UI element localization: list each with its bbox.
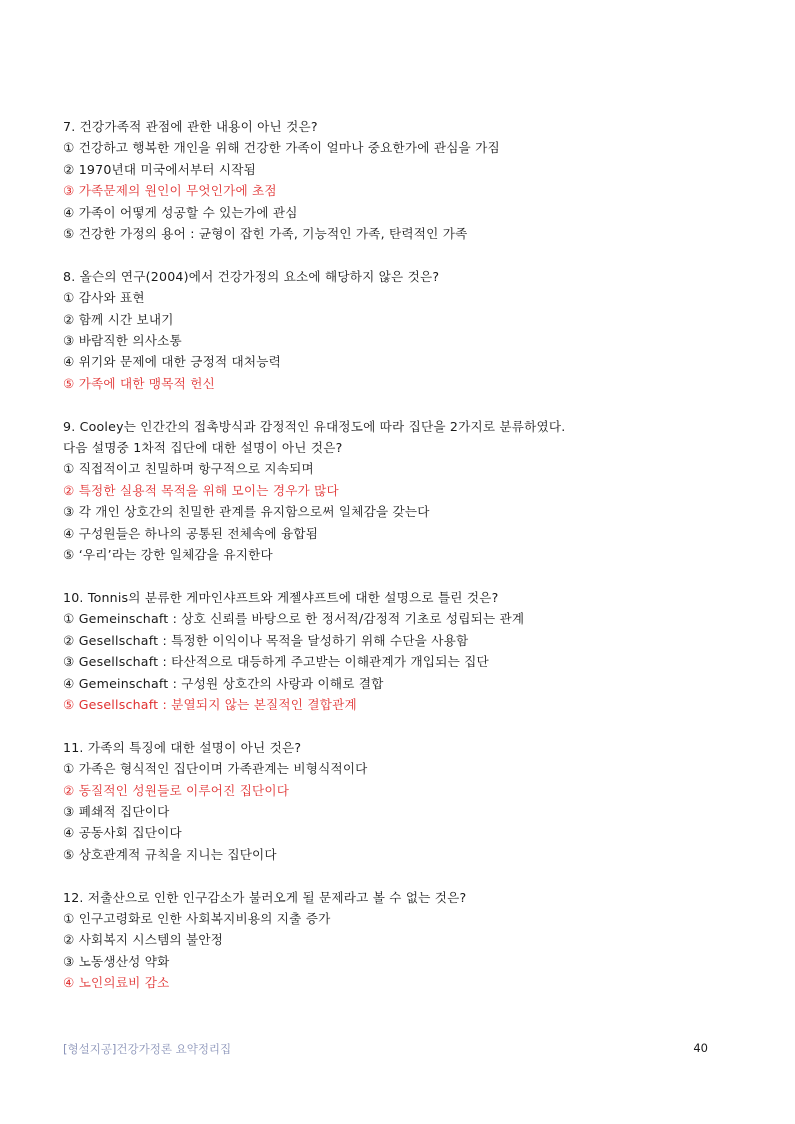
question-stem: 8. 올슨의 연구(2004)에서 건강가정의 요소에 해당하지 않은 것은?: [63, 268, 440, 284]
question-stem-line-2: 다음 설명중 1차적 집단에 대한 설명이 아닌 것은?: [63, 440, 343, 456]
option-3: ③ 바람직한 의사소통: [63, 333, 182, 349]
question-stem: 7. 건강가족적 관점에 관한 내용이 아닌 것은?: [63, 119, 318, 134]
question-stem: 10. Tonnis의 분류한 게마인샤프트와 게젤샤프트에 대한 설명으로 틀린 것은?: [63, 589, 499, 605]
question-7: [63, 116, 723, 244]
question-11: [63, 737, 723, 865]
option-2: ② 함께 시간 보내기: [63, 311, 174, 327]
option-2-answer: ② 특정한 실용적 목적을 위해 모이는 경우가 많다: [63, 482, 339, 498]
option-3: ③ 폐쇄적 집단이다: [63, 803, 170, 819]
option-1: ① 인구고령화로 인한 사회복지비용의 지출 증가: [63, 910, 331, 926]
option-1: ① Gemeinschaft : 상호 신뢰를 바탕으로 한 정서적/감정적 기초로 성립되는 관계: [63, 611, 525, 627]
question-9: [63, 416, 723, 566]
option-5: ⑤ 건강한 가정의 용어 : 균형이 잡힌 가족, 기능적인 가족, 탄력적인 가족: [63, 226, 468, 242]
question-10: [63, 587, 723, 715]
option-5: ⑤ 상호관계적 규칙을 지니는 집단이다: [63, 846, 277, 862]
option-2: ② 사회복지 시스템의 불안정: [63, 932, 224, 948]
option-4: ④ Gemeinschaft : 구성원 상호간의 사랑과 이해로 결합: [63, 675, 384, 691]
option-2-answer: ② 동질적인 성원들로 이루어진 집단이다: [63, 782, 290, 798]
option-2: ② 1970년대 미국에서부터 시작됨: [63, 161, 256, 177]
question-stem: 11. 가족의 특징에 대한 설명이 아닌 것은?: [63, 739, 302, 755]
option-4: ④ 공동사회 집단이다: [63, 825, 182, 841]
page-number: 40: [693, 1041, 708, 1055]
footer-title: [형설지공]건강가정론 요약정리집: [63, 1042, 232, 1056]
option-1: ① 직접적이고 친밀하며 항구적으로 지속되며: [63, 461, 314, 477]
option-2: ② Gesellschaft : 특정한 이익이나 목적을 달성하기 위해 수단을 사용함: [63, 632, 469, 648]
document-page: [63, 116, 723, 1015]
page-footer: [63, 1041, 708, 1057]
option-4: ④ 구성원들은 하나의 공통된 전체속에 융합됨: [63, 525, 319, 541]
option-5: ⑤ ‘우리’라는 강한 일체감을 유지한다: [63, 547, 273, 563]
option-5-answer: ⑤ 가족에 대한 맹목적 헌신: [63, 375, 215, 391]
option-3-answer: ③ 가족문제의 원인이 무엇인가에 초점: [63, 183, 277, 199]
option-5-answer: ⑤ Gesellschaft : 분열되지 않는 본질적인 결합관계: [63, 696, 357, 712]
option-1: ① 감사와 표현: [63, 290, 145, 306]
question-8: [63, 266, 723, 394]
option-3: ③ 각 개인 상호간의 친밀한 관계를 유지함으로써 일체감을 갖는다: [63, 504, 430, 520]
option-3: ③ 노동생산성 약화: [63, 953, 170, 969]
option-3: ③ Gesellschaft : 타산적으로 대등하게 주고받는 이해관계가 개입되는 집단: [63, 654, 489, 670]
option-4: ④ 가족이 어떻게 성공할 수 있는가에 관심: [63, 204, 298, 220]
option-4: ④ 위기와 문제에 대한 긍정적 대처능력: [63, 354, 281, 370]
option-1: ① 가족은 형식적인 집단이며 가족관계는 비형식적이다: [63, 761, 368, 777]
option-1: ① 건강하고 행복한 개인을 위해 건강한 가족이 얼마나 중요한가에 관심을 가짐: [63, 140, 500, 156]
question-stem: 9. Cooley는 인간간의 접촉방식과 감정적인 유대정도에 따라 집단을 2가지로 분류하였다.: [63, 418, 566, 434]
question-12: [63, 887, 723, 994]
question-stem: 12. 저출산으로 인한 인구감소가 불러오게 될 문제라고 볼 수 없는 것은?: [63, 889, 467, 905]
option-4-answer: ④ 노인의료비 감소: [63, 975, 170, 991]
